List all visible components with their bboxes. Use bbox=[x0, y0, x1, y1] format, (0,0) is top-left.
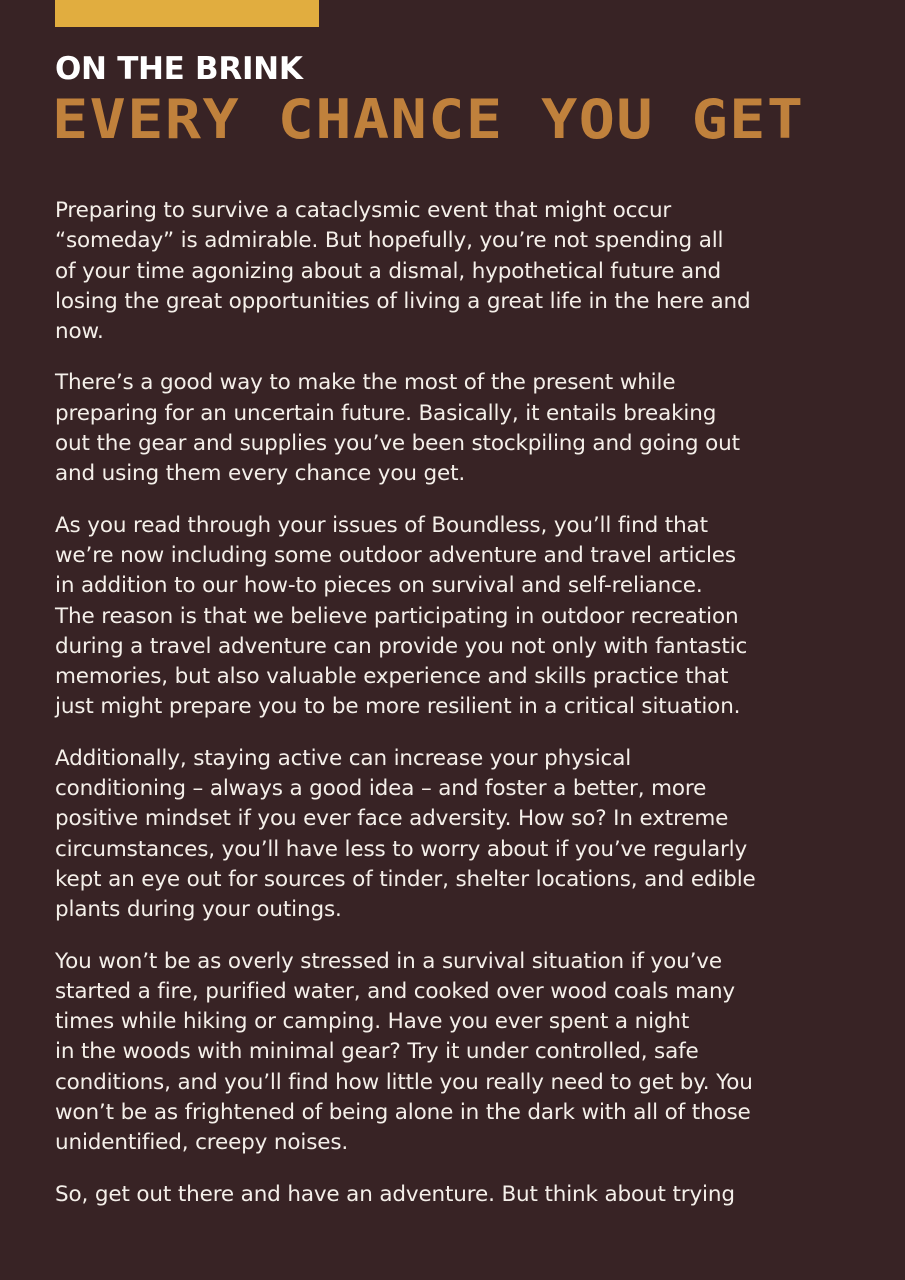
text-line: memories, but also valuable experience and skills practice that bbox=[55, 664, 729, 690]
text-line: we’re now including some outdoor adventure and travel articles bbox=[55, 542, 736, 568]
text-line: Preparing to survive a cataclysmic event that might occur bbox=[55, 198, 672, 223]
text-line: positive mindset if you ever face adversity. How so? In extreme bbox=[55, 806, 729, 832]
text-line: in addition to our how-to pieces on survival and self-reliance. bbox=[55, 573, 703, 599]
body-paragraph bbox=[55, 947, 855, 1159]
body-paragraph bbox=[55, 744, 855, 926]
text-line: started a fire, purified water, and cooked over wood coals many bbox=[55, 978, 735, 1004]
text-line: So, get out there and have an adventure. But think about trying bbox=[55, 1181, 735, 1207]
text-line: You won’t be as overly stressed in a survival situation if you’ve bbox=[55, 948, 722, 974]
text-line: just might prepare you to be more resilient in a critical situation. bbox=[55, 694, 741, 720]
text-line: conditions, and you’ll find how little you really need to get by. You bbox=[55, 1069, 753, 1095]
accent-bar bbox=[55, 0, 319, 27]
text-line: kept an eye out for sources of tinder, shelter locations, and edible bbox=[55, 866, 756, 892]
text-line: in the woods with minimal gear? Try it under controlled, safe bbox=[55, 1039, 699, 1065]
text-line: won’t be as frightened of being alone in the dark with all of those bbox=[55, 1100, 751, 1126]
text-line: preparing for an uncertain future. Basically, it entails breaking bbox=[55, 400, 717, 426]
section-kicker: ON THE BRINK bbox=[55, 51, 303, 87]
text-line: during a travel adventure can provide you not only with fantastic bbox=[55, 633, 748, 659]
text-line: losing the great opportunities of living a great life in the here and bbox=[55, 288, 751, 314]
text-line: conditioning – always a good idea – and foster a better, more bbox=[55, 776, 707, 802]
text-line: There’s a good way to make the most of the present while bbox=[55, 370, 676, 396]
article-headline: EVERY CHANCE YOU GET bbox=[52, 88, 805, 152]
text-line: and using them every chance you get. bbox=[55, 461, 466, 487]
body-paragraph bbox=[55, 1180, 855, 1210]
article-body bbox=[55, 196, 855, 1231]
text-line: Additionally, staying active can increase your physical bbox=[55, 745, 632, 771]
text-line: As you read through your issues of Boundless, you’ll find that bbox=[55, 512, 708, 538]
text-line: unidentified, creepy noises. bbox=[55, 1130, 349, 1156]
body-paragraph bbox=[55, 196, 855, 347]
text-line: “someday” is admirable. But hopefully, you’re not spending all bbox=[55, 228, 724, 254]
text-line: times while hiking or camping. Have you ever spent a night bbox=[55, 1009, 690, 1035]
body-paragraph bbox=[55, 368, 855, 489]
body-paragraph bbox=[55, 511, 855, 723]
text-line: The reason is that we believe participating in outdoor recreation bbox=[55, 603, 739, 629]
text-line: plants during your outings. bbox=[55, 897, 342, 923]
text-line: of your time agonizing about a dismal, hypothetical future and bbox=[55, 258, 722, 284]
text-line: circumstances, you’ll have less to worry about if you’ve regularly bbox=[55, 836, 748, 862]
text-line: now. bbox=[55, 319, 104, 345]
text-line: out the gear and supplies you’ve been stockpiling and going out bbox=[55, 431, 740, 457]
